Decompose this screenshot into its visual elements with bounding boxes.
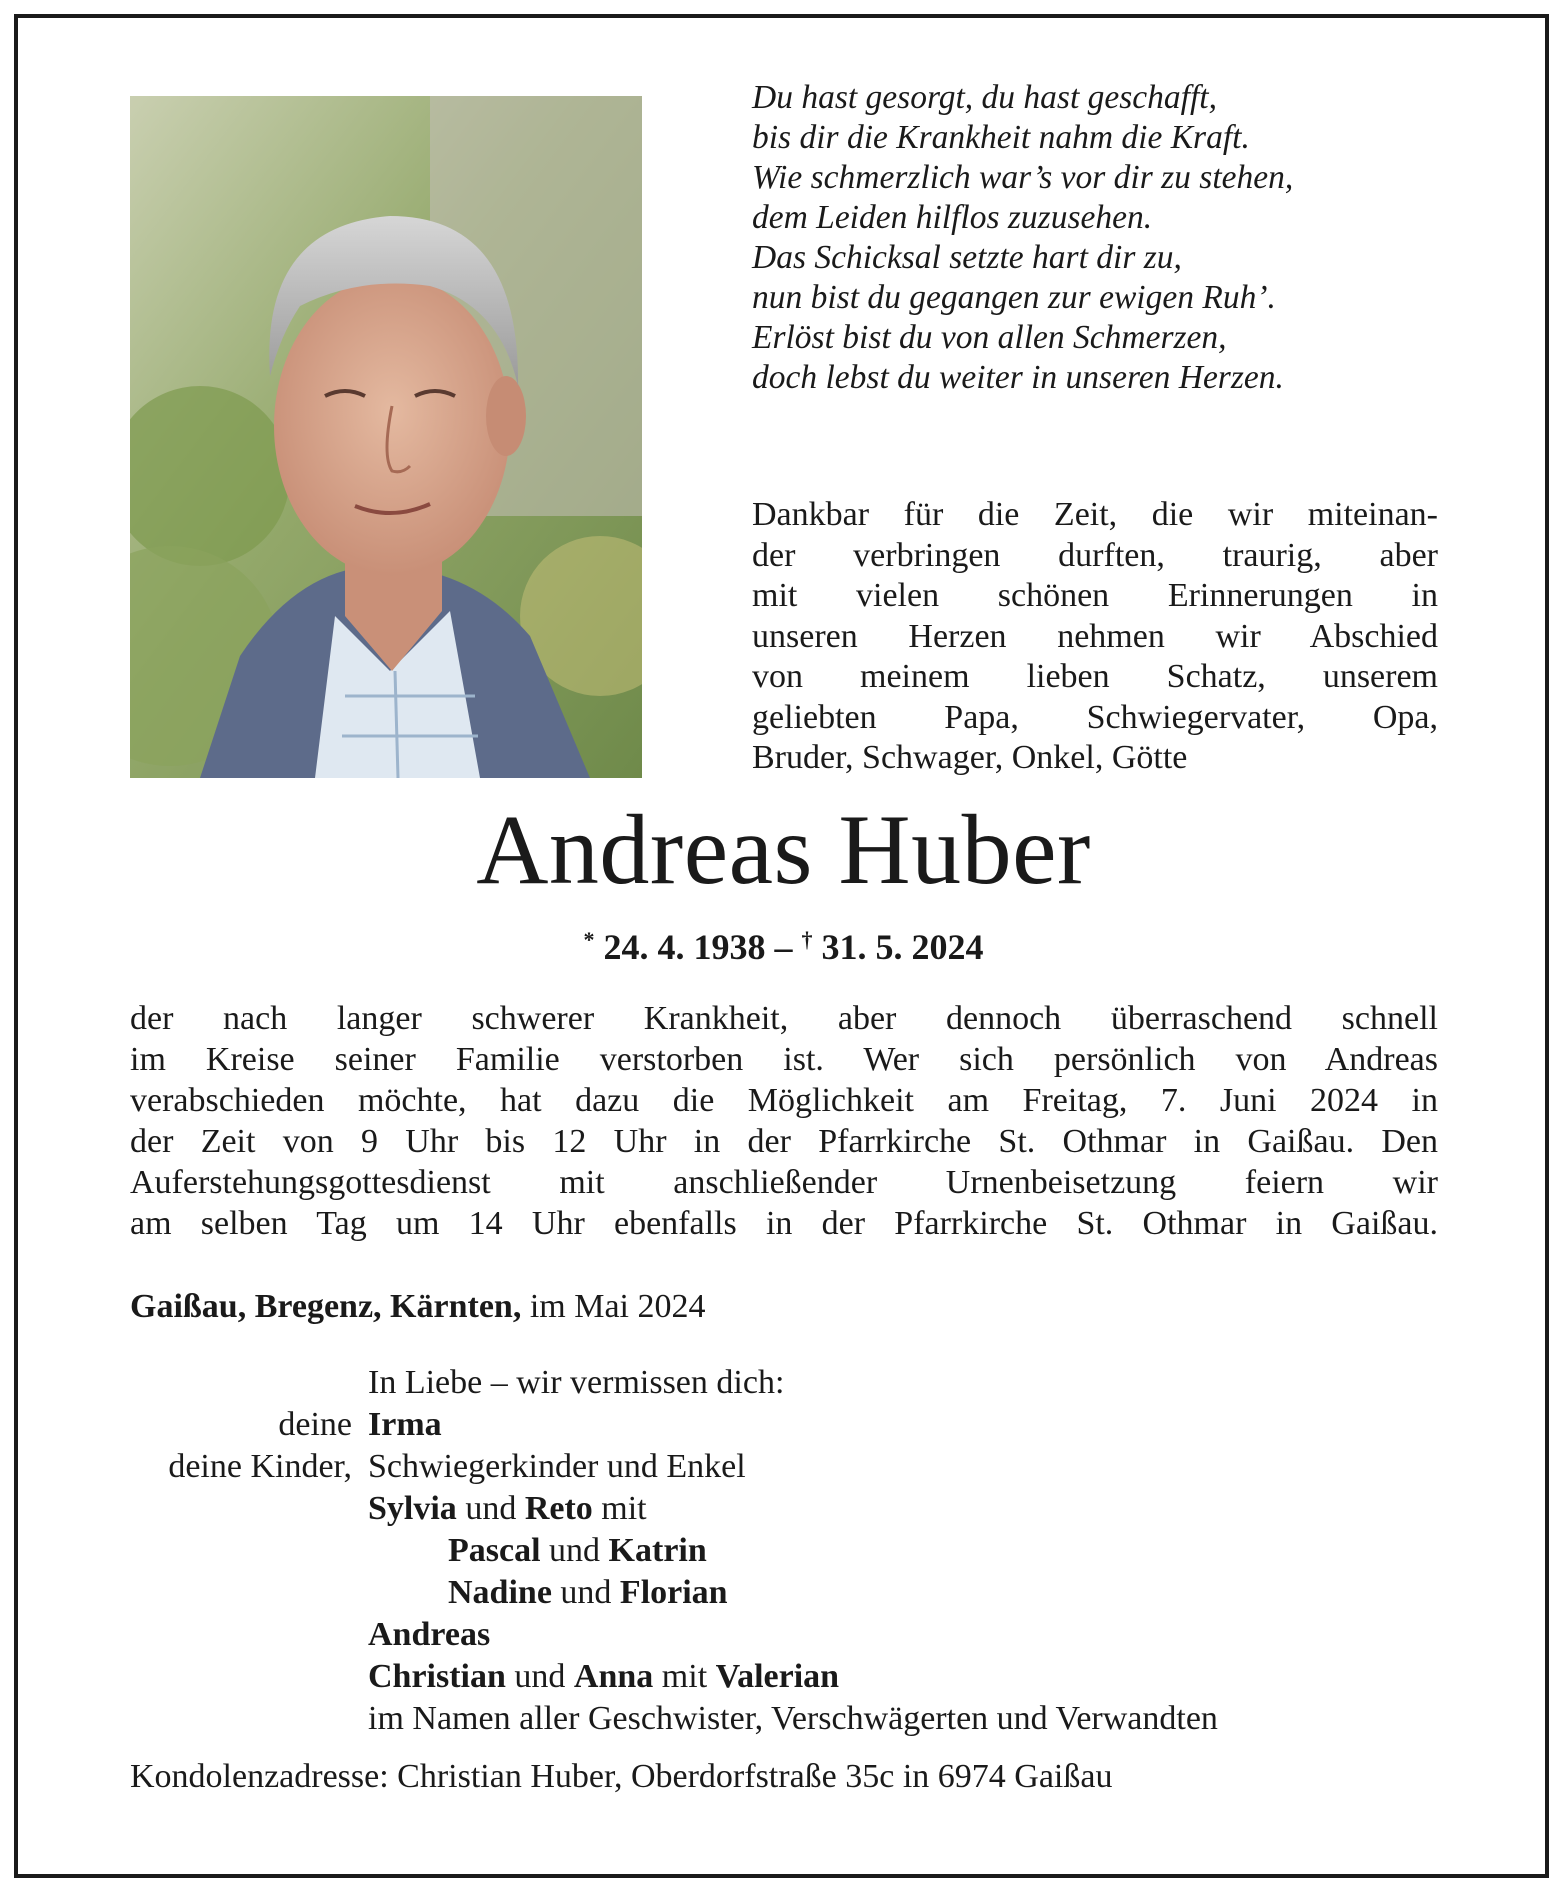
partner-name: Reto [524, 1490, 593, 1527]
intro-line: der verbringen durften, traurig, aber [752, 536, 1438, 574]
poem-line: doch lebst du weiter in unseren Herzen. [752, 359, 1284, 396]
wife-name: Irma [368, 1406, 442, 1443]
body-line: im Kreise seiner Familie verstorben ist. Wer sich persönlich von Andreas [130, 1041, 1438, 1078]
place-date: im Mai 2024 [529, 1288, 706, 1325]
poem-line: bis dir die Krankheit nahm die Kraft. [752, 119, 1250, 156]
portrait-photo [130, 96, 642, 778]
child-name: Andreas [368, 1616, 491, 1653]
mourners-list [130, 1362, 1460, 1740]
body-line: der Zeit von 9 Uhr bis 12 Uhr in der Pfarrkirche St. Othmar in Gaißau. Den [130, 1123, 1438, 1160]
partner-name: Anna [573, 1658, 654, 1695]
family-row [130, 1656, 1460, 1698]
death-date: 31. 5. 2024 [821, 927, 984, 967]
announcement-paragraph [130, 998, 1438, 1244]
and-word: und [514, 1658, 566, 1695]
family-row [130, 1572, 1460, 1614]
poem-line: Wie schmerzlich war’s vor dir zu stehen, [752, 159, 1294, 196]
poem-line: Du hast gesorgt, du hast geschafft, [752, 79, 1217, 116]
family-row [130, 1446, 1460, 1488]
poem-line: nun bist du gegangen zur ewigen Ruh’. [752, 279, 1276, 316]
birth-symbol: * [583, 927, 595, 952]
birth-date: 24. 4. 1938 [603, 927, 766, 967]
and-word: und [560, 1574, 612, 1611]
date-separator: – [774, 927, 793, 967]
and-word: und [465, 1490, 517, 1527]
family-row [130, 1614, 1460, 1656]
deceased-name: Andreas Huber [476, 794, 1091, 905]
child-name: Christian [368, 1658, 506, 1695]
death-symbol: † [801, 927, 813, 952]
family-row [130, 1488, 1460, 1530]
family-closing: im Namen aller Geschwister, Verschwägerten und Verwandten [368, 1700, 1218, 1737]
intro-paragraph [752, 495, 1438, 779]
poem-line: dem Leiden hilflos zuzusehen. [752, 199, 1153, 236]
children-line: Schwiegerkinder und Enkel [368, 1448, 746, 1485]
family-row [130, 1530, 1460, 1572]
intro-line: mit vielen schönen Erinnerungen in [752, 577, 1438, 614]
poem [752, 78, 1442, 398]
grandchild-name: Pascal [448, 1532, 541, 1569]
family-row [130, 1698, 1460, 1740]
place-locations: Gaißau, Bregenz, Kärnten, [130, 1288, 522, 1325]
partner-name: Katrin [608, 1532, 707, 1569]
body-line: am selben Tag um 14 Uhr ebenfalls in der Pfarrkirche St. Othmar in Gaißau. [130, 1205, 1438, 1242]
with-word: mit [601, 1490, 647, 1527]
child-name: Sylvia [368, 1490, 457, 1527]
life-dates [0, 918, 1567, 969]
family-row [130, 1404, 1460, 1446]
intro-line: unseren Herzen nehmen wir Abschied [752, 617, 1438, 655]
intro-line: geliebten Papa, Schwiegervater, Opa, [752, 698, 1438, 736]
family-intro: In Liebe – wir vermissen dich: [368, 1364, 785, 1401]
children-label: deine Kinder, [168, 1448, 352, 1485]
and-word: und [549, 1532, 601, 1569]
grandchild-name: Nadine [448, 1574, 552, 1611]
intro-line: von meinem lieben Schatz, unserem [752, 658, 1438, 695]
grandchild-name: Valerian [715, 1658, 840, 1695]
portrait-photo-icon [130, 96, 642, 778]
poem-line: Das Schicksal setzte hart dir zu, [752, 239, 1182, 276]
partner-name: Florian [619, 1574, 728, 1611]
condolence-address: Kondolenzadresse: Christian Huber, Oberdorfstraße 35c in 6974 Gaißau [130, 1758, 1113, 1795]
with-word: mit [661, 1658, 708, 1695]
family-row [130, 1362, 1460, 1404]
body-line: der nach langer schwerer Krankheit, aber dennoch überraschend schnell [130, 1000, 1438, 1037]
poem-line: Erlöst bist du von allen Schmerzen, [752, 319, 1227, 356]
wife-label: deine [278, 1406, 352, 1443]
intro-line: Dankbar für die Zeit, die wir miteinan- [752, 496, 1438, 533]
place-date-line [130, 1286, 706, 1328]
body-line: verabschieden möchte, hat dazu die Möglichkeit am Freitag, 7. Juni 2024 in [130, 1082, 1438, 1119]
body-line: Auferstehungsgottesdienst mit anschließender Urnenbeisetzung feiern wir [130, 1164, 1438, 1201]
intro-line: Bruder, Schwager, Onkel, Götte [752, 739, 1188, 776]
